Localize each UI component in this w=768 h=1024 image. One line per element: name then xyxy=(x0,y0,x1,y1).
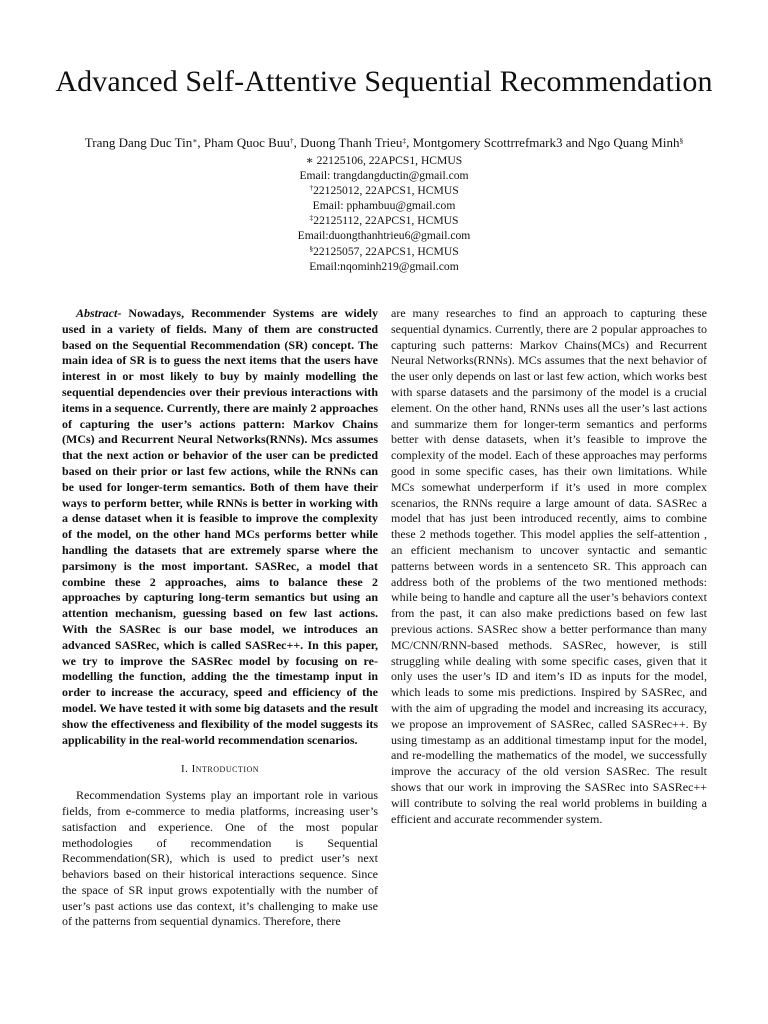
author-separator: , xyxy=(406,135,413,150)
affiliation-line xyxy=(0,213,768,228)
author-separator: , xyxy=(197,135,204,150)
author-mark: † xyxy=(289,136,294,145)
paper-title: Advanced Self-Attentive Sequential Recommendation xyxy=(55,65,713,98)
affiliation-line xyxy=(0,183,768,198)
author-mark: ‡ xyxy=(402,136,407,145)
affiliation-mark: † xyxy=(309,183,314,193)
right-column xyxy=(391,306,707,827)
affiliation-email: Email: pphambuu@gmail.com xyxy=(312,199,456,213)
affiliation-line xyxy=(0,153,768,168)
affiliation-block xyxy=(0,153,768,274)
abstract xyxy=(62,306,378,748)
affiliation-email: Email:duongthanhtrieu6@gmail.com xyxy=(297,229,471,243)
affiliation-id: 22125012, 22APCS1, HCMUS xyxy=(313,184,459,198)
author-name: Ngo Quang Minh xyxy=(587,135,680,150)
affiliation-id: 22125106, 22APCS1, HCMUS xyxy=(316,154,463,167)
affiliation-email: Email:nqominh219@gmail.com xyxy=(309,259,459,273)
abstract-lead: Abstract xyxy=(76,306,118,320)
section-heading: I. Introduction xyxy=(180,763,260,776)
author-name: Trang Dang Duc Tin xyxy=(84,135,193,150)
author-separator: , xyxy=(293,135,301,150)
intro-paragraph: Recommendation Systems play an important role in various fields, from e-commerce to media platforms, increasing user’s satisfaction and experience. One of the most popular methodologies of recommendation is Sequential Recommendation(SR), which is used to predict user’s next behaviors based on their historical interactions sequence. Since the space of SR input grows expotentially with the number of user’s past actions use das context, it’s challenging to make use of the patterns from sequential dynamics. Therefore, there xyxy=(62,788,378,929)
affiliation-line xyxy=(0,244,768,259)
affiliation-id: 22125057, 22APCS1, HCMUS xyxy=(313,244,459,258)
author-name: Pham Quoc Buu xyxy=(203,135,290,150)
affiliation-id: 22125112, 22APCS1, HCMUS xyxy=(313,214,459,228)
intro-paragraph-continued: are many researches to find an approach to capturing these sequential dynamics. Currently, there are 2 popular approaches to capturing such patterns: Markov Chains(MCs) and Recurrent Neural Networks(RNNs). MCs assumes that the next behavior of the user only depends on last or last few action, which works best with sparse datasets and the parsimony of the model is a crucial element. On the other hand, RNNs uses all the user’s last actions and summarize them for longer-term semantics and performs better with dense datasets, when it’s feasible to improve the complexity of the model. Each of these approaches may performs good in some specific cases, has their own limitations. While MCs somewhat underperform if it’s used in more complex scenarios, the RNNs require a large amount of data. SASRec a model that has just been introduced recently, aims to combine these 2 methods together. This model applies the self-attention , an efficient mechanism to uncover syntactic and semantic patterns between words in a sentenceto SR. This approach can address both of the problems of the two mentioned methods: while being to handle and capture all the user’s behaviors context from the past, it can also make predictions based on few last previous actions. SASRec show a better performance than many MC/CNN/RNN-based methods. SASRec, however, is still struggling while dealing with some specific cases, given that it only uses the user’s ID and item’s ID as inputs for the model, which leads to some mis predictions. Inspired by SASRec, and with the aim of upgrading the model and increasing its accuracy, we propose an improvement of SASRec, called SASRec++. By using timestamp as an additional timestamp input for the model, and re-modelling the mathematics of the model, we successfully improve the accuracy of the old version SASRec. The result shows that our work in improving the SASRec into SASRec++ will contribute to solving the real world problems in building a efficient and accurate recommender system. xyxy=(391,306,707,826)
affiliation-mark: § xyxy=(309,243,314,253)
left-column xyxy=(62,306,378,930)
author-mark: ∗ xyxy=(192,136,198,145)
author-mark: § xyxy=(679,136,684,145)
affiliation-mark: ∗ xyxy=(305,154,317,167)
affiliation-email: Email: trangdangductin@gmail.com xyxy=(299,169,469,183)
author-name: Duong Thanh Trieu xyxy=(300,135,403,150)
author-list xyxy=(0,134,768,151)
affiliation-mark: ‡ xyxy=(309,213,314,223)
abstract-text: - Nowadays, Recommender Systems are widely used in a variety of fields. Many of them are constructed based on the Sequential Recommendation (SR) concept. The main idea of SR is to guess the next items that the users have interest in or most likely to buy by mainly modelling the sequential dependencies over their previous interactions with items in a sequence. Currently, there are mainly 2 approaches of capturing the user’s actions pattern: Markov Chains (MCs) and Recurrent Neural Networks(RNNs). Mcs assumes that the next action or behavior of the user can be predicted based on their prior or last few actions, while the RNNs can be used for longer-term semantics. Both of them have their ways to perform better, while RNNs is better in working with a dense dataset when it is feasible to improve the complexity of the model, on the other hand MCs performs better while handling the datasets that are extremely sparse where the parsimony is the most important. SASRec, a model that combine these 2 approaches, aims to balance these 2 approaches by capturing long-term semantics but using an attention mechanism, guessing based on few last actions. With the SASRec is our base model, we introduces an advanced SASRec, which is called SASRec++. In this paper, we try to improve the SASRec model by focusing on re-modelling the function, adding the the timestamp input in order to increase the accuracy, speed and efficiency of the model. We have tested it with some big datasets and the result show the effectiveness and flexibility of the model suggests its applicability in the real-world recommendation scenarios. xyxy=(62,306,378,747)
author-separator: and xyxy=(562,135,588,150)
author-name: Montgomery Scottrrefmark3 xyxy=(412,135,563,150)
